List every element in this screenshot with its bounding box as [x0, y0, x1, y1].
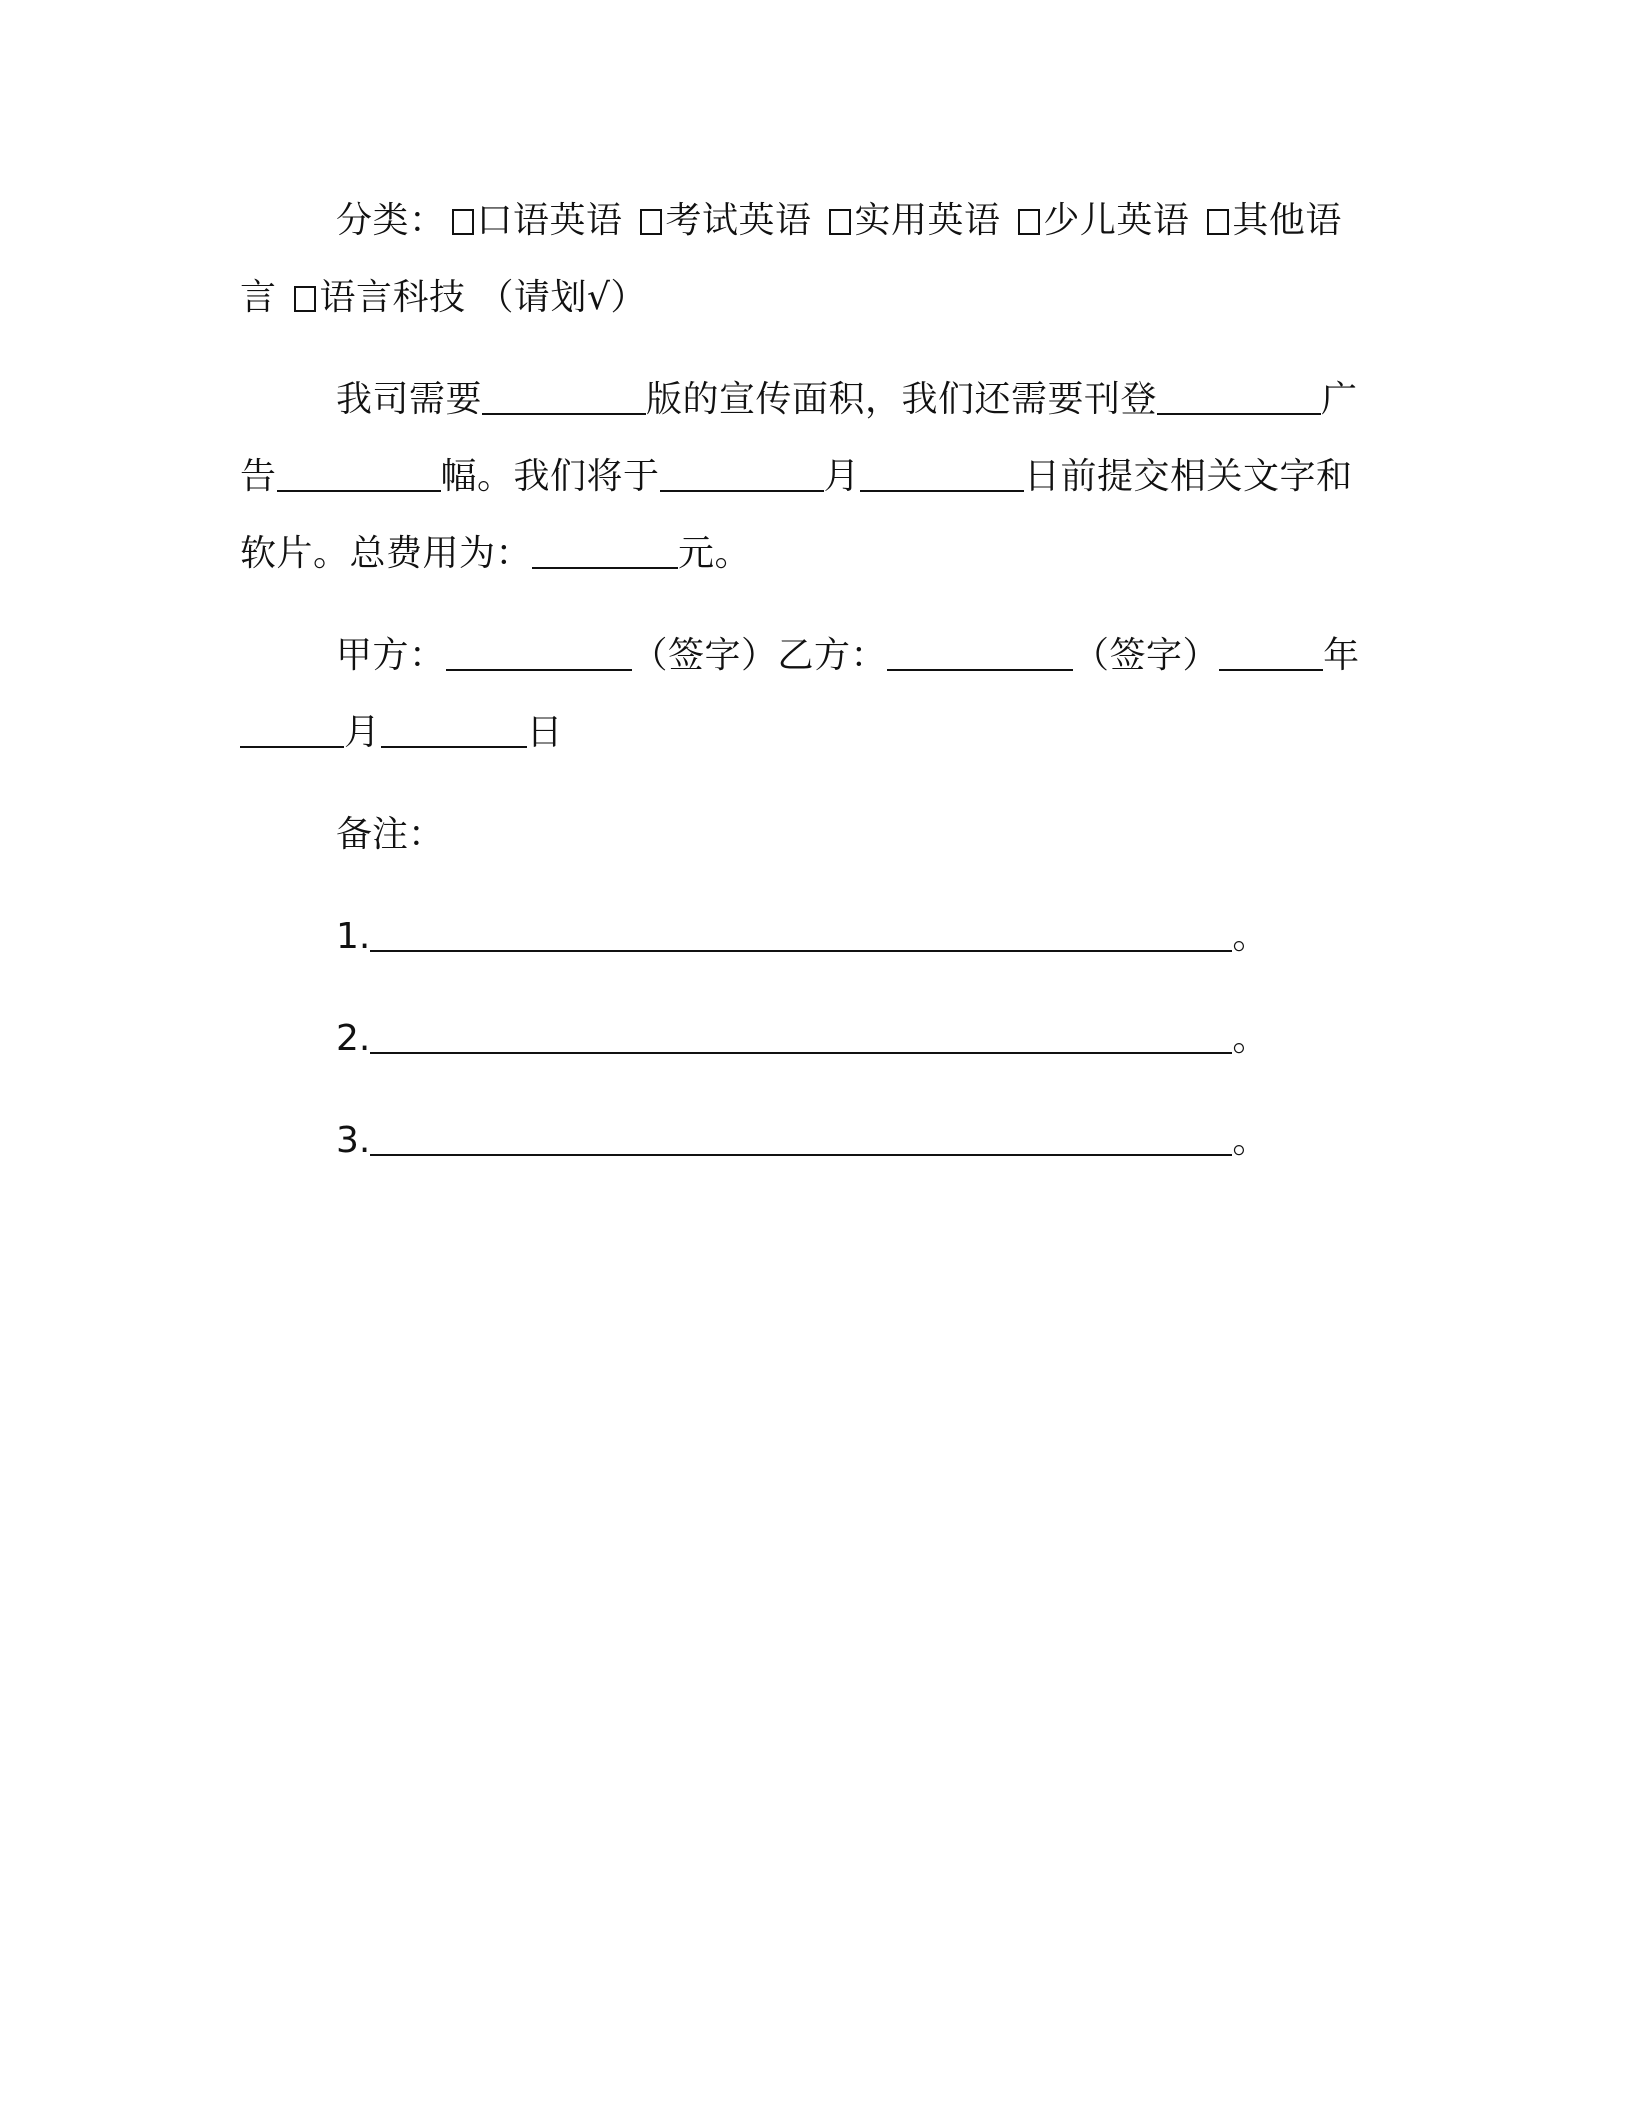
note-item — [240, 1000, 1368, 1077]
order-text-ad: 广告 — [240, 379, 1358, 497]
note-item — [240, 1102, 1368, 1179]
year-label: 年 — [1323, 635, 1360, 676]
party-b-sign-label: （签字） — [1073, 635, 1220, 676]
checkbox-oral-english[interactable] — [452, 209, 474, 235]
blank-year[interactable] — [1219, 635, 1323, 671]
checkbox-exam-english[interactable] — [640, 209, 662, 235]
signature-paragraph — [240, 617, 1368, 771]
note-end: 。 — [1232, 1018, 1269, 1059]
notes-label: 备注： — [336, 814, 445, 855]
checkbox-practical-english[interactable] — [829, 209, 851, 235]
party-a-sign-label: （签字） — [631, 635, 778, 676]
category-label: 分类： — [336, 200, 446, 241]
blank-total-fee[interactable] — [532, 533, 678, 569]
option-oral-english: 口语英语 — [476, 200, 623, 241]
option-kids-english: 少儿英语 — [1043, 200, 1190, 241]
party-a-label: 甲方： — [336, 635, 446, 676]
order-text-need: 我司需要 — [336, 379, 483, 420]
note-number: 2. — [336, 1018, 371, 1059]
blank-month[interactable] — [240, 712, 344, 748]
note-item — [240, 898, 1368, 975]
order-text-month: 月 — [823, 456, 861, 497]
month-label: 月 — [344, 712, 381, 753]
category-instruction: （请划√） — [477, 277, 647, 318]
order-text-area: 版的宣传面积，我们还需要刊登 — [646, 379, 1158, 420]
blank-party-b[interactable] — [887, 635, 1073, 671]
blank-page-count[interactable] — [482, 379, 646, 415]
note-number: 3. — [336, 1120, 371, 1161]
note-end: 。 — [1232, 916, 1269, 957]
blank-ad-type[interactable] — [1157, 379, 1321, 415]
blank-party-a[interactable] — [446, 635, 632, 671]
checkbox-kids-english[interactable] — [1018, 209, 1040, 235]
note-end: 。 — [1232, 1120, 1269, 1161]
document-body — [240, 182, 1368, 1204]
note-number: 1. — [336, 916, 371, 957]
blank-submit-day[interactable] — [860, 456, 1024, 492]
option-exam-english: 考试英语 — [665, 200, 812, 241]
order-text-yuan: 元。 — [678, 533, 752, 574]
option-language-tech: 语言科技 — [319, 277, 466, 318]
order-text-submit-on: 幅。我们将于 — [440, 456, 660, 497]
party-b-label: 乙方： — [777, 635, 888, 676]
checkbox-language-tech[interactable] — [294, 286, 316, 312]
option-other-languages: 其他语言 — [240, 200, 1342, 318]
category-paragraph — [240, 182, 1368, 336]
blank-day[interactable] — [381, 712, 527, 748]
blank-note-1[interactable] — [370, 916, 1232, 952]
option-practical-english: 实用英语 — [854, 200, 1001, 241]
blank-submit-month[interactable] — [660, 456, 824, 492]
blank-note-3[interactable] — [370, 1120, 1232, 1156]
day-label: 日 — [526, 712, 564, 753]
order-text-total-fee: 日前提交相关文字和软片。总费用为： — [240, 456, 1353, 574]
blank-ad-count[interactable] — [277, 456, 441, 492]
checkbox-other-languages[interactable] — [1207, 209, 1229, 235]
order-paragraph — [240, 361, 1368, 592]
blank-note-2[interactable] — [370, 1018, 1232, 1054]
